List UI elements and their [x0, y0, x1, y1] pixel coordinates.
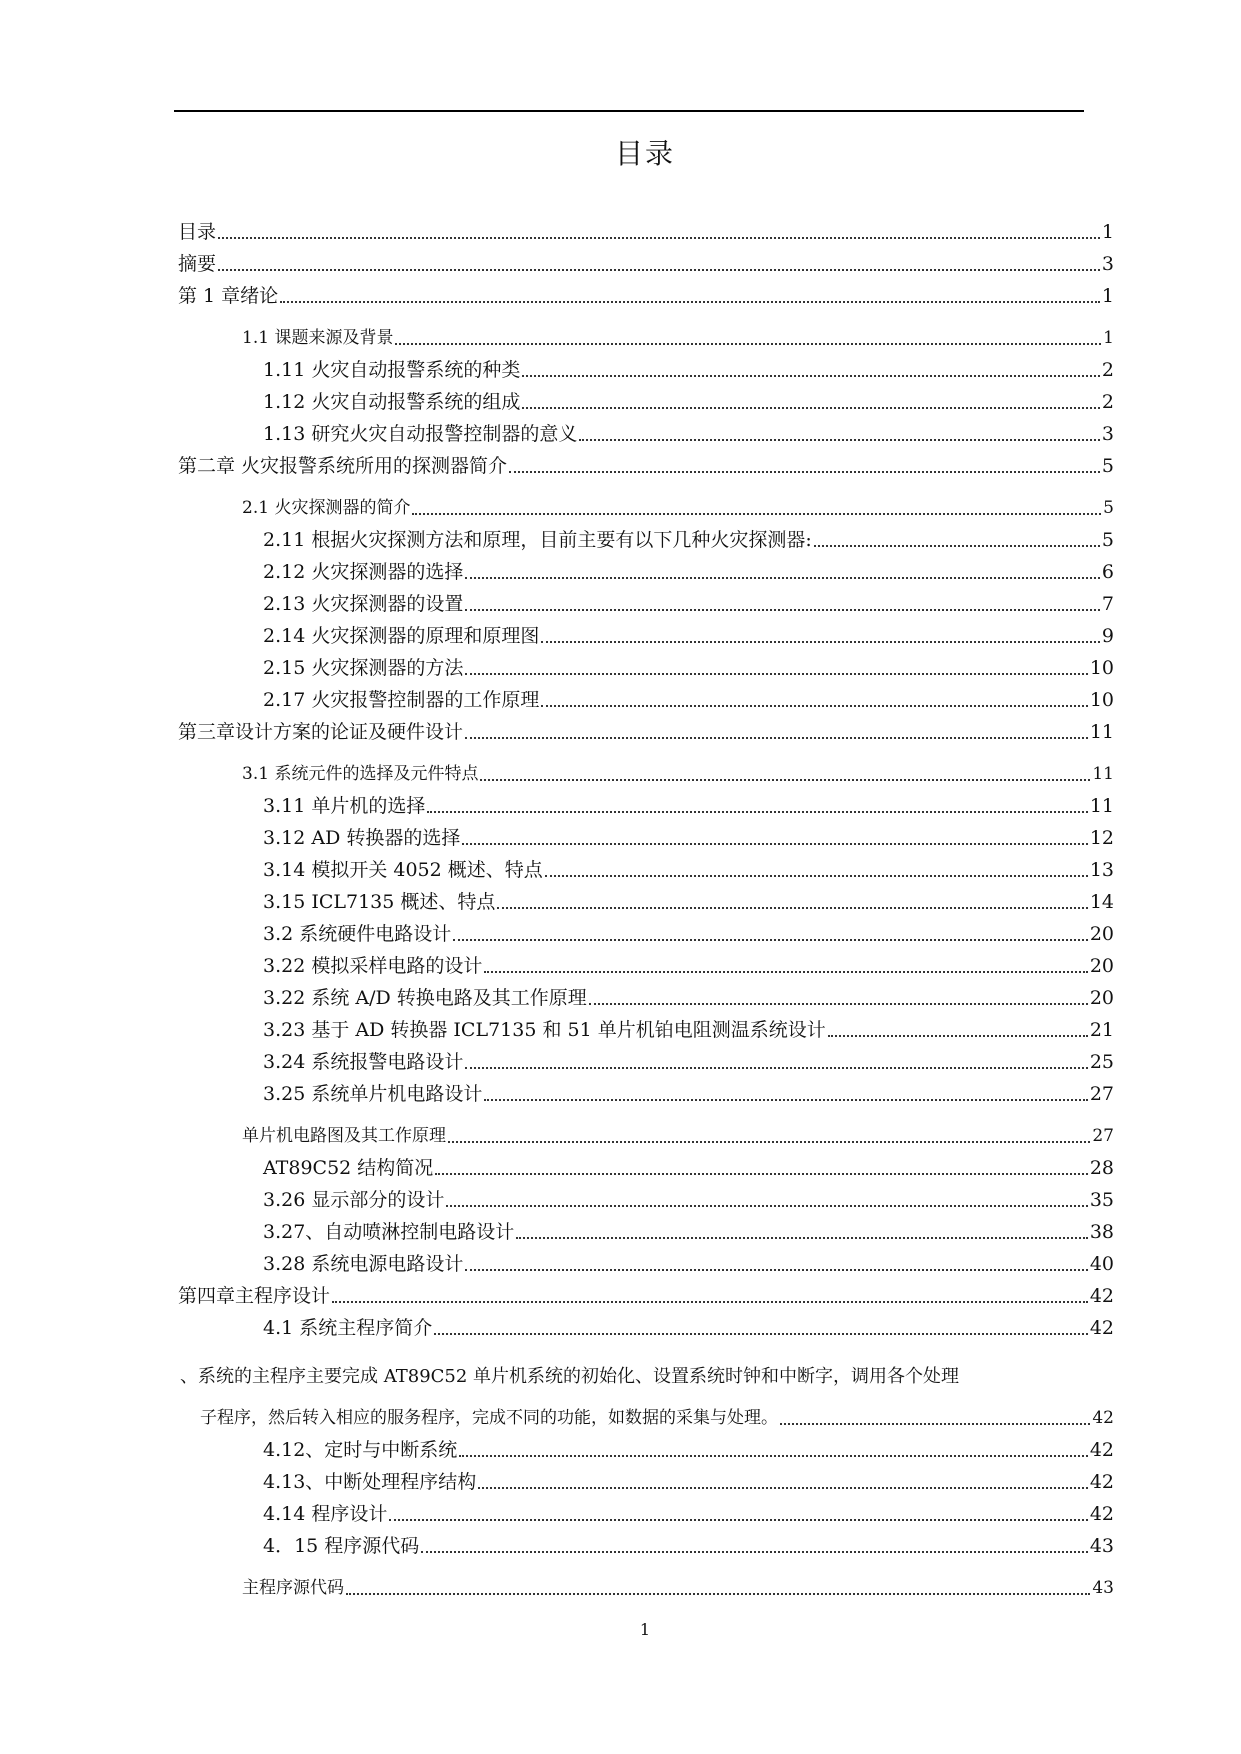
- toc-entry-page: 35: [1089, 1189, 1114, 1211]
- toc-entry[interactable]: [178, 219, 1114, 245]
- toc-entry[interactable]: [263, 559, 1114, 585]
- toc-paragraph-line: 、系统的主程序主要完成 AT89C52 单片机系统的初始化、设置系统时钟和中断字，调用各个处理: [180, 1366, 960, 1387]
- toc-entry[interactable]: [178, 719, 1114, 745]
- toc-dot-leader: [395, 343, 1101, 345]
- toc-entry[interactable]: [263, 1533, 1114, 1559]
- toc-entry-label: 1.13 研究火灾自动报警控制器的意义: [263, 423, 578, 445]
- toc-entry[interactable]: [263, 1017, 1114, 1043]
- toc-entry-label: 2.14 火灾探测器的原理和原理图: [263, 625, 540, 647]
- toc-dot-leader: [218, 269, 1100, 271]
- toc-entry[interactable]: [263, 1437, 1114, 1463]
- toc-entry-label: 2.13 火灾探测器的设置: [263, 593, 464, 615]
- toc-entry[interactable]: [263, 889, 1114, 915]
- toc-dot-leader: [579, 439, 1100, 441]
- toc-entry[interactable]: [263, 1501, 1114, 1527]
- toc-entry[interactable]: [242, 1123, 1114, 1149]
- toc-entry-label: 3.1 系统元件的选择及元件特点: [242, 764, 479, 784]
- toc-entry-label: 4.14 程序设计: [263, 1503, 388, 1525]
- toc-entry[interactable]: [178, 1283, 1114, 1309]
- toc-entry-label: 目录: [178, 221, 217, 243]
- toc-entry-label: 2.11 根据火灾探测方法和原理，目前主要有以下几种火灾探测器:: [263, 529, 812, 551]
- toc-dot-leader: [484, 971, 1087, 973]
- toc-entry-page: 27: [1089, 1083, 1114, 1105]
- toc-entry-label: 第三章设计方案的论证及硬件设计: [178, 721, 464, 743]
- toc-entry-page: 3: [1101, 423, 1114, 445]
- toc-entry-label: 3.14 模拟开关 4052 概述、特点: [263, 859, 543, 881]
- toc-entry[interactable]: [263, 1251, 1114, 1277]
- toc-dot-leader: [545, 875, 1088, 877]
- toc-entry-label: 2.17 火灾报警控制器的工作原理: [263, 689, 540, 711]
- toc-entry-label: 4.13、中断处理程序结构: [263, 1471, 477, 1493]
- toc-dot-leader: [480, 779, 1090, 781]
- toc-entry-label: 3.24 系统报警电路设计: [263, 1051, 464, 1073]
- toc-entry-label: 子程序，然后转入相应的服务程序，完成不同的功能，如数据的采集与处理。: [200, 1408, 778, 1428]
- toc-dot-leader: [478, 1487, 1088, 1489]
- toc-entry-page: 42: [1092, 1408, 1114, 1428]
- toc-entry[interactable]: [263, 591, 1114, 617]
- toc-dot-leader: [446, 1205, 1087, 1207]
- toc-entry-page: 2: [1101, 391, 1114, 413]
- toc-entry-label: 3.12 AD 转换器的选择: [263, 827, 461, 849]
- toc-dot-leader: [465, 737, 1088, 739]
- toc-entry-label: 1.1 课题来源及背景: [242, 328, 394, 348]
- toc-entry[interactable]: [263, 921, 1114, 947]
- toc-entry-label: 第 1 章绪论: [178, 285, 279, 307]
- toc-entry-label: 3.23 基于 AD 转换器 ICL7135 和 51 单片机铂电阻测温系统设计: [263, 1019, 826, 1041]
- toc-entry-page: 20: [1089, 987, 1114, 1009]
- toc-entry-page: 27: [1092, 1126, 1114, 1146]
- toc-entry-page: 14: [1089, 891, 1114, 913]
- toc-entry-page: 9: [1101, 625, 1114, 647]
- toc-entry-page: 11: [1089, 795, 1114, 817]
- toc-entry-label: 3.15 ICL7135 概述、特点: [263, 891, 496, 913]
- toc-entry[interactable]: [263, 1155, 1114, 1181]
- toc-entry-page: 7: [1101, 593, 1114, 615]
- toc-entry-label: 4.12、定时与中断系统: [263, 1439, 458, 1461]
- toc-dot-leader: [218, 237, 1100, 239]
- toc-entry[interactable]: [242, 1575, 1114, 1601]
- toc-dot-leader: [459, 1455, 1088, 1457]
- toc-entry-label: 主程序源代码: [242, 1578, 344, 1598]
- toc-entry[interactable]: [263, 1081, 1114, 1107]
- toc-entry-page: 20: [1089, 923, 1114, 945]
- toc-entry[interactable]: [178, 251, 1114, 277]
- toc-entry-page: 21: [1089, 1019, 1114, 1041]
- toc-entry-page: 11: [1089, 721, 1114, 743]
- page-title: 目录: [614, 137, 675, 170]
- toc-entry[interactable]: [263, 1315, 1114, 1341]
- toc-entry[interactable]: [263, 527, 1114, 553]
- toc-dot-leader: [346, 1593, 1090, 1595]
- toc-entry-label: 1.11 火灾自动报警系统的种类: [263, 359, 521, 381]
- toc-entry-page: 3: [1101, 253, 1114, 275]
- toc-dot-leader: [465, 577, 1100, 579]
- toc-dot-leader: [814, 545, 1100, 547]
- toc-entry-label: 1.12 火灾自动报警系统的组成: [263, 391, 521, 413]
- toc-entry-page: 1: [1103, 328, 1114, 348]
- toc-entry-page: 42: [1089, 1439, 1114, 1461]
- toc-dot-leader: [484, 1099, 1087, 1101]
- toc-dot-leader: [497, 907, 1087, 909]
- toc-entry-page: 2: [1101, 359, 1114, 381]
- toc-entry-page: 42: [1089, 1503, 1114, 1525]
- toc-entry-page: 42: [1089, 1317, 1114, 1339]
- toc-entry-page: 28: [1089, 1157, 1114, 1179]
- toc-dot-leader: [522, 375, 1100, 377]
- toc-entry-page: 20: [1089, 955, 1114, 977]
- toc-dot-leader: [389, 1519, 1087, 1521]
- toc-entry-label: 单片机电路图及其工作原理: [242, 1126, 446, 1146]
- toc-dot-leader: [541, 705, 1087, 707]
- toc-entry[interactable]: [263, 985, 1114, 1011]
- toc-entry[interactable]: [263, 623, 1114, 649]
- toc-entry-label: 3.28 系统电源电路设计: [263, 1253, 464, 1275]
- toc-entry[interactable]: [263, 389, 1114, 415]
- toc-dot-leader: [427, 811, 1087, 813]
- toc-entry[interactable]: [200, 1405, 1114, 1431]
- toc-dot-leader: [412, 513, 1101, 515]
- toc-entry[interactable]: [263, 421, 1114, 447]
- toc-entry-page: 12: [1089, 827, 1114, 849]
- toc-dot-leader: [332, 1301, 1088, 1303]
- toc-entry-label: 3.22 模拟采样电路的设计: [263, 955, 483, 977]
- toc-entry-label: 2.15 火灾探测器的方法: [263, 657, 464, 679]
- toc-dot-leader: [465, 1067, 1087, 1069]
- toc-dot-leader: [465, 609, 1100, 611]
- toc-entry-page: 5: [1103, 498, 1114, 518]
- toc-entry-label: 2.12 火灾探测器的选择: [263, 561, 464, 583]
- toc-entry-page: 5: [1101, 529, 1114, 551]
- toc-entry-label: 3.11 单片机的选择: [263, 795, 426, 817]
- toc-entry-page: 42: [1089, 1285, 1114, 1307]
- toc-dot-leader: [453, 939, 1088, 941]
- toc-entry[interactable]: [263, 857, 1114, 883]
- toc-dot-leader: [780, 1423, 1090, 1425]
- toc-dot-leader: [828, 1035, 1088, 1037]
- toc-entry[interactable]: [263, 655, 1114, 681]
- toc-entry-label: 3.2 系统硬件电路设计: [263, 923, 452, 945]
- toc-entry-label: 3.25 系统单片机电路设计: [263, 1083, 483, 1105]
- toc-entry-page: 43: [1092, 1578, 1114, 1598]
- toc-dot-leader: [421, 1551, 1088, 1553]
- toc-entry[interactable]: [263, 825, 1114, 851]
- toc-entry-label: AT89C52 结构简况: [263, 1157, 434, 1179]
- toc-dot-leader: [448, 1141, 1090, 1143]
- toc-entry-page: 5: [1101, 455, 1114, 477]
- toc-entry-page: 1: [1101, 221, 1114, 243]
- toc-entry[interactable]: [263, 953, 1114, 979]
- toc-entry-label: 3.27、自动喷淋控制电路设计: [263, 1221, 515, 1243]
- toc-entry-page: 1: [1101, 285, 1114, 307]
- toc-entry-page: 13: [1089, 859, 1114, 881]
- toc-entry-page: 25: [1089, 1051, 1114, 1073]
- toc-entry[interactable]: [242, 325, 1114, 351]
- toc-dot-leader: [462, 843, 1087, 845]
- toc-entry-label: 3.26 显示部分的设计: [263, 1189, 445, 1211]
- toc-entry[interactable]: [263, 1469, 1114, 1495]
- toc-entry-page: 40: [1089, 1253, 1114, 1275]
- toc-dot-leader: [589, 1003, 1088, 1005]
- toc-dot-leader: [280, 301, 1100, 303]
- toc-entry[interactable]: [263, 1219, 1114, 1245]
- toc-entry[interactable]: [178, 283, 1114, 309]
- toc-entry-page: 42: [1089, 1471, 1114, 1493]
- toc-entry-page: 11: [1092, 764, 1114, 784]
- toc-entry[interactable]: [178, 453, 1114, 479]
- toc-dot-leader: [465, 1269, 1087, 1271]
- toc-entry[interactable]: [242, 495, 1114, 521]
- toc-entry-page: 38: [1089, 1221, 1114, 1243]
- toc-entry[interactable]: [263, 793, 1114, 819]
- toc-entry[interactable]: [263, 1049, 1114, 1075]
- toc-entry-label: 4．15 程序源代码: [263, 1535, 420, 1557]
- toc-entry-page: 10: [1089, 689, 1114, 711]
- toc-dot-leader: [434, 1333, 1088, 1335]
- toc-dot-leader: [522, 407, 1100, 409]
- toc-entry-label: 3.22 系统 A/D 转换电路及其工作原理: [263, 987, 587, 1009]
- toc-entry-page: 43: [1089, 1535, 1114, 1557]
- toc-entry-page: 10: [1089, 657, 1114, 679]
- toc-entry[interactable]: [263, 687, 1114, 713]
- toc-dot-leader: [509, 471, 1100, 473]
- toc-entry-label: 第四章主程序设计: [178, 1285, 331, 1307]
- page-number: 1: [639, 1620, 651, 1639]
- toc-entry-label: 4.1 系统主程序简介: [263, 1317, 433, 1339]
- toc-entry-page: 6: [1101, 561, 1114, 583]
- toc-dot-leader: [465, 673, 1087, 675]
- toc-entry[interactable]: [263, 1187, 1114, 1213]
- toc-entry[interactable]: [263, 357, 1114, 383]
- toc-entry-label: 2.1 火灾探测器的简介: [242, 498, 411, 518]
- toc-dot-leader: [516, 1237, 1088, 1239]
- toc-entry-label: 摘要: [178, 253, 217, 275]
- toc-dot-leader: [435, 1173, 1088, 1175]
- toc-entry[interactable]: [242, 761, 1114, 787]
- toc-entry-label: 第二章 火灾报警系统所用的探测器简介: [178, 455, 508, 477]
- toc-dot-leader: [541, 641, 1100, 643]
